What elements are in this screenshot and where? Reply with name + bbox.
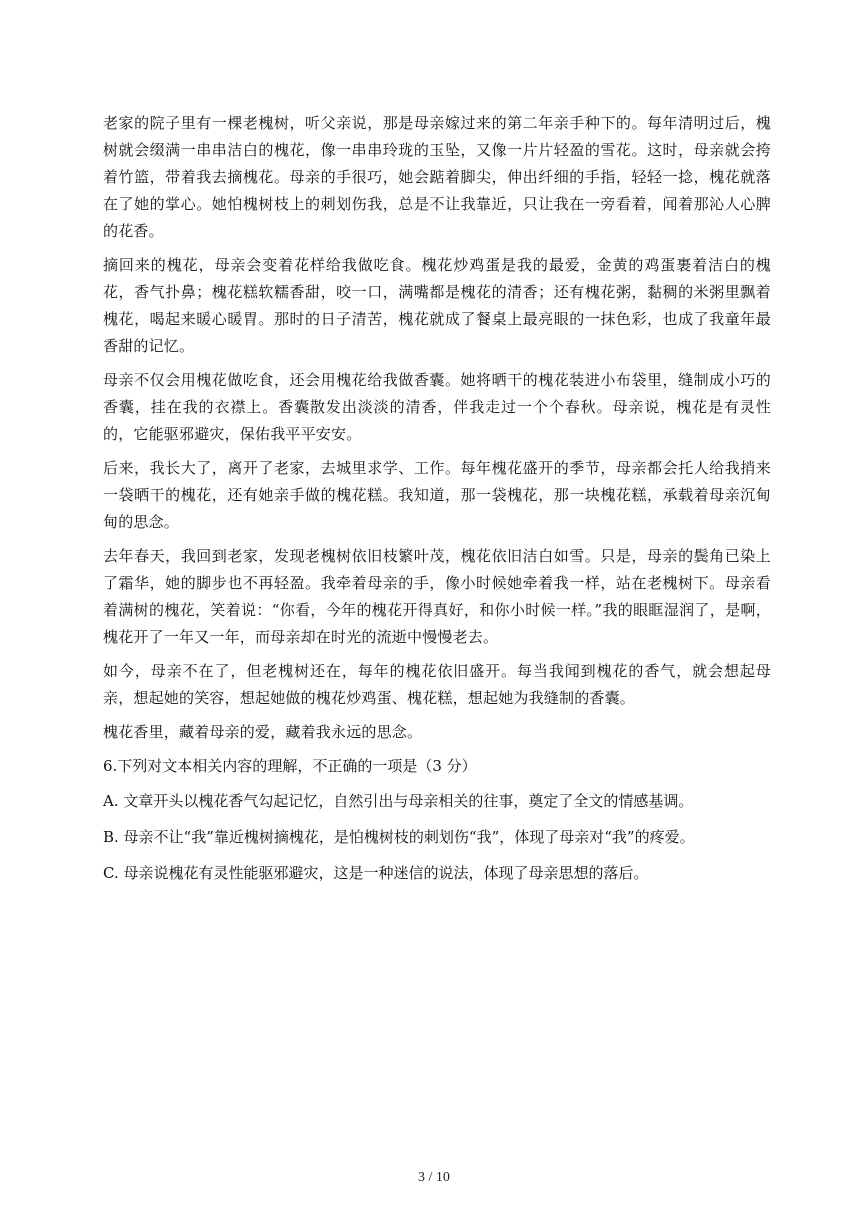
paragraph-6: 如今，母亲不在了，但老槐树还在，每年的槐花依旧盛开。每当我闻到槐花的香气，就会想起母亲，想起她的笑容，想起她做的槐花炒鸡蛋、槐花糕，想起她为我缝制的香囊。: [103, 662, 771, 707]
paragraph-4: 后来，我长大了，离开了老家，去城里求学、工作。每年槐花盛开的季节，母亲都会托人给我捎来一袋晒干的槐花，还有她亲手做的槐花糕。我知道，那一袋槐花，那一块槐花糕，承载着母亲沉甸甸的思念。: [103, 459, 771, 531]
document-body: [103, 110, 771, 896]
option-a: A. 文章开头以槐花香气勾起记忆，自然引出与母亲相关的往事，奠定了全文的情感基调。: [103, 792, 694, 810]
paragraph-1: 老家的院子里有一棵老槐树，听父亲说，那是母亲嫁过来的第二年亲手种下的。每年清明过后，槐树就会缀满一串串洁白的槐花，像一串串玲珑的玉坠，又像一片片轻盈的雪花。这时，母亲就会挎着竹篮，带着我去摘槐花。母亲的手很巧，她会踮着脚尖，伸出纤细的手指，轻轻一捻，槐花就落在了她的掌心。她怕槐树枝上的刺划伤我，总是不让我靠近，只让我在一旁看着，闻着那沁人心脾的花香。: [103, 114, 771, 240]
question-stem: 6.下列对文本相关内容的理解，不正确的一项是（3 分）: [103, 757, 477, 775]
option-b: B. 母亲不让“我”靠近槐树摘槐花，是怕槐树枝的刺划伤“我”，体现了母亲对“我”的疼爱。: [103, 828, 695, 846]
paragraph-2: 摘回来的槐花，母亲会变着花样给我做吃食。槐花炒鸡蛋是我的最爱，金黄的鸡蛋裹着洁白的槐花，香气扑鼻；槐花糕软糯香甜，咬一口，满嘴都是槐花的清香；还有槐花粥，黏稠的米粥里飘着槐花，喝起来暖心暖胃。那时的日子清苦，槐花就成了餐桌上最亮眼的一抹色彩，也成了我童年最香甜的记忆。: [103, 256, 771, 355]
option-c: C. 母亲说槐花有灵性能驱邪避灾，这是一种迷信的说法，体现了母亲思想的落后。: [103, 864, 649, 882]
question-block: [103, 753, 771, 887]
page-number: 3 / 10: [418, 1170, 450, 1185]
paragraph-5: 去年春天，我回到老家，发现老槐树依旧枝繁叶茂，槐花依旧洁白如雪。只是，母亲的鬓角已染上了霜华，她的脚步也不再轻盈。我牵着母亲的手，像小时候她牵着我一样，站在老槐树下。母亲看着满树的槐花，笑着说：“你看，今年的槐花开得真好，和你小时候一样。”我的眼眶湿润了，是啊，槐花开了一年又一年，而母亲却在时光的流逝中慢慢老去。: [103, 547, 771, 646]
paragraph-3: 母亲不仅会用槐花做吃食，还会用槐花给我做香囊。她将晒干的槐花装进小布袋里，缝制成小巧的香囊，挂在我的衣襟上。香囊散发出淡淡的清香，伴我走过一个个春秋。母亲说，槐花是有灵性的，它能驱邪避灾，保佑我平平安安。: [103, 371, 771, 443]
paragraph-7: 槐花香里，藏着母亲的爱，藏着我永远的思念。: [103, 723, 423, 741]
